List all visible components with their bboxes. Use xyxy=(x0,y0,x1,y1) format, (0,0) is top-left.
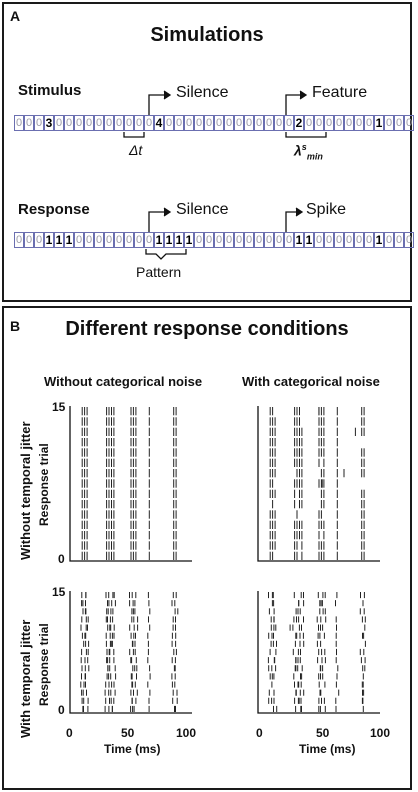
panel-b xyxy=(2,306,412,790)
stimulus-cell: 0 xyxy=(255,117,263,129)
response-cell: 1 xyxy=(175,233,183,247)
stimulus-feature-label: Feature xyxy=(312,84,368,101)
xtick-100-right: 100 xyxy=(370,726,391,740)
response-cell: 1 xyxy=(45,233,53,247)
spike-arrowhead xyxy=(296,208,302,216)
stimulus-cell: 0 xyxy=(195,117,203,129)
pattern-label: Pattern xyxy=(136,264,182,280)
response-cell: 0 xyxy=(355,234,363,246)
response-cell: 0 xyxy=(95,234,103,246)
feature-arrowhead xyxy=(300,91,306,99)
panel-a-title: Simulations xyxy=(150,24,264,46)
xtick-0-left: 0 xyxy=(66,726,73,740)
response-cell: 0 xyxy=(15,234,23,246)
response-cell: 0 xyxy=(395,234,403,246)
stimulus-cell: 0 xyxy=(345,117,353,129)
response-silence-label: Silence xyxy=(176,201,229,218)
ytick-15-top: 15 xyxy=(52,400,66,414)
stimulus-cell: 0 xyxy=(405,117,413,129)
stimulus-cell: 0 xyxy=(235,117,243,129)
response-cell: 0 xyxy=(135,234,143,246)
ytick-15-bottom: 15 xyxy=(52,585,66,599)
response-cell: 0 xyxy=(145,234,153,246)
response-cell: 0 xyxy=(205,234,213,246)
response-cell: 1 xyxy=(65,233,73,247)
response-cell: 0 xyxy=(225,234,233,246)
response-cell: 0 xyxy=(75,234,83,246)
raster-plots xyxy=(4,308,410,788)
response-cell: 0 xyxy=(35,234,43,246)
lambda-bracket xyxy=(286,132,326,137)
row-label-with-jitter: With temporal jitter xyxy=(18,619,33,738)
response-cell: 0 xyxy=(255,234,263,246)
response-cell: 1 xyxy=(155,233,163,247)
stimulus-cell: 0 xyxy=(385,117,393,129)
response-cell: 1 xyxy=(55,233,63,247)
delta-t-bracket xyxy=(124,132,144,137)
stimulus-cell: 0 xyxy=(75,117,83,129)
ylabel-bottom: Response trial xyxy=(37,623,51,706)
response-cell: 1 xyxy=(185,233,193,247)
pattern-bracket xyxy=(146,249,186,259)
panel-letter-a: A xyxy=(10,8,21,24)
stimulus-cell: 0 xyxy=(365,117,373,129)
response-cell: 0 xyxy=(335,234,343,246)
response-cell: 0 xyxy=(215,234,223,246)
xlabel-left: Time (ms) xyxy=(104,742,161,756)
response-cell: 0 xyxy=(85,234,93,246)
stimulus-cell: 0 xyxy=(15,117,23,129)
response-cell: 0 xyxy=(325,234,333,246)
response-cell: 0 xyxy=(315,234,323,246)
xtick-0-right: 0 xyxy=(256,726,263,740)
xlabel-right: Time (ms) xyxy=(299,742,356,756)
lambda-subscript: min xyxy=(306,151,323,162)
stimulus-cell: 3 xyxy=(45,116,53,130)
response-cell: 0 xyxy=(125,234,133,246)
response-spike-label: Spike xyxy=(306,201,347,218)
response-cell: 0 xyxy=(195,234,203,246)
stimulus-cell: 4 xyxy=(155,116,163,130)
xtick-50-right: 50 xyxy=(316,726,330,740)
stimulus-silence-label: Silence xyxy=(176,84,229,101)
response-cell: 0 xyxy=(115,234,123,246)
ytick-0-top: 0 xyxy=(58,552,65,566)
response-silence-arrowhead xyxy=(164,208,170,216)
stimulus-cell: 0 xyxy=(95,117,103,129)
stimulus-cell: 0 xyxy=(135,117,143,129)
stimulus-cell: 0 xyxy=(285,117,293,129)
response-cell: 1 xyxy=(165,233,173,247)
response-cell: 0 xyxy=(345,234,353,246)
panel-b-title: Different response conditions xyxy=(65,318,349,340)
stimulus-cell: 0 xyxy=(315,117,323,129)
stimulus-cell: 2 xyxy=(295,116,303,130)
response-cell: 0 xyxy=(385,234,393,246)
stimulus-cell: 0 xyxy=(265,117,273,129)
stimulus-cell: 0 xyxy=(245,117,253,129)
xtick-100-left: 100 xyxy=(176,726,197,740)
stimulus-cell: 0 xyxy=(305,117,313,129)
response-cell: 0 xyxy=(235,234,243,246)
response-cell: 0 xyxy=(25,234,33,246)
xtick-50-left: 50 xyxy=(121,726,135,740)
stimulus-cell: 0 xyxy=(125,117,133,129)
stimulus-cell: 0 xyxy=(165,117,173,129)
response-cell: 0 xyxy=(105,234,113,246)
stimulus-label: Stimulus xyxy=(18,82,82,99)
lambda-superscript: s xyxy=(301,142,307,152)
ytick-0-bottom: 0 xyxy=(58,703,65,717)
silence-arrowhead xyxy=(164,91,170,99)
col-header-with-noise: With categorical noise xyxy=(242,374,380,389)
stimulus-cell: 0 xyxy=(185,117,193,129)
stimulus-cell: 0 xyxy=(105,117,113,129)
response-cell: 0 xyxy=(265,234,273,246)
raster-panel xyxy=(70,591,192,713)
stimulus-cell: 0 xyxy=(225,117,233,129)
stimulus-cell: 0 xyxy=(25,117,33,129)
delta-t-label: Δt xyxy=(129,142,143,158)
stimulus-cell: 0 xyxy=(215,117,223,129)
stimulus-cell: 0 xyxy=(175,117,183,129)
ylabel-top: Response trial xyxy=(37,443,51,526)
panel-letter-b: B xyxy=(10,318,21,334)
panel-a xyxy=(2,2,412,302)
stimulus-cell: 0 xyxy=(275,117,283,129)
stimulus-cell: 0 xyxy=(115,117,123,129)
response-cell: 0 xyxy=(245,234,253,246)
stimulus-cell: 0 xyxy=(205,117,213,129)
lambda-symbol: λ xyxy=(294,142,302,159)
response-cell: 1 xyxy=(305,233,313,247)
stimulus-cell: 0 xyxy=(145,117,153,129)
stimulus-cell: 1 xyxy=(375,116,383,130)
raster-panel xyxy=(70,406,192,561)
stimulus-cell: 0 xyxy=(325,117,333,129)
stimulus-cell: 0 xyxy=(395,117,403,129)
response-label: Response xyxy=(18,201,90,218)
panel-a-annotations xyxy=(4,4,410,300)
stimulus-cell: 0 xyxy=(55,117,63,129)
raster-panel xyxy=(258,591,380,713)
stimulus-cell: 0 xyxy=(355,117,363,129)
stimulus-cell: 0 xyxy=(65,117,73,129)
response-cell: 0 xyxy=(275,234,283,246)
response-cell: 1 xyxy=(375,233,383,247)
raster-panel xyxy=(258,406,380,561)
stimulus-cell: 0 xyxy=(335,117,343,129)
response-cell: 0 xyxy=(405,234,413,246)
response-cell: 1 xyxy=(295,233,303,247)
response-cell: 0 xyxy=(365,234,373,246)
stimulus-cell: 0 xyxy=(85,117,93,129)
col-header-without-noise: Without categorical noise xyxy=(44,374,203,389)
stimulus-cell: 0 xyxy=(35,117,43,129)
response-cell: 0 xyxy=(285,234,293,246)
row-label-without-jitter: Without temporal jitter xyxy=(18,421,33,560)
